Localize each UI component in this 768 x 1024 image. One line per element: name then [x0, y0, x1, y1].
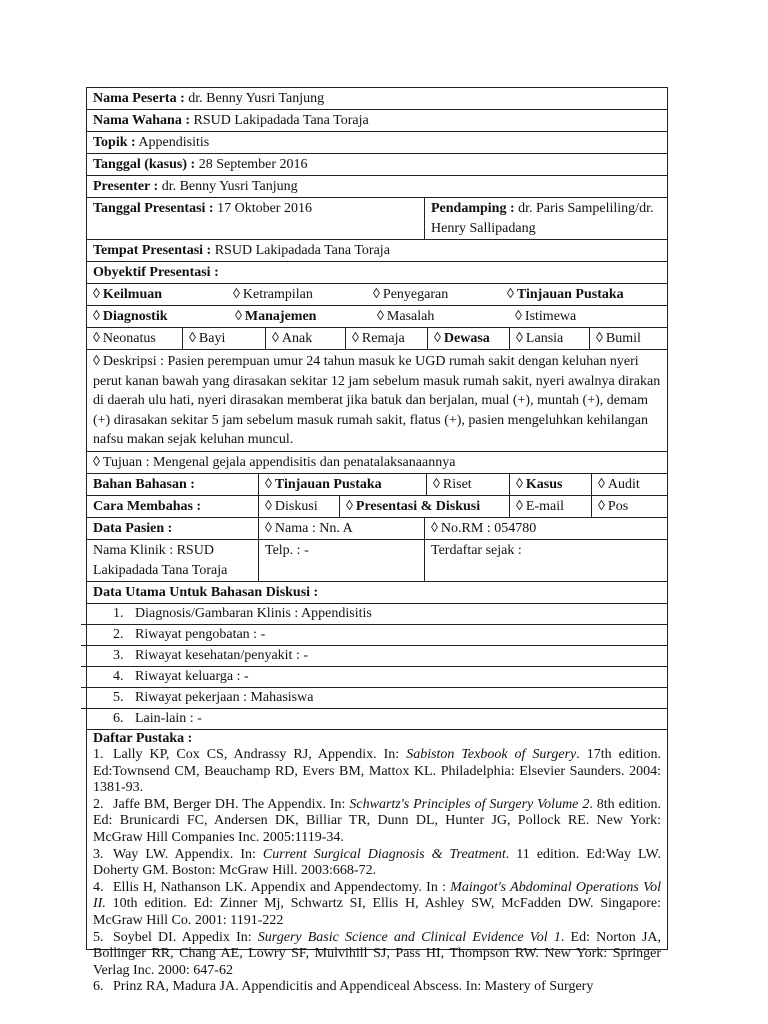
list-item: 3. Riwayat kesehatan/penyakit : -: [81, 646, 667, 667]
option-tinjauan-pustaka: Tinjauan Pustaka: [516, 287, 624, 302]
list-item: 5. Riwayat pekerjaan : Mahasiswa: [81, 688, 667, 709]
diamond-icon: ◊: [93, 287, 100, 302]
row-data-utama-list: [87, 604, 667, 730]
data-utama-label: Data Utama Untuk Bahasan Diskusi :: [93, 584, 319, 600]
pasien-norm: No.RM : 054780: [440, 520, 537, 536]
data-utama-list: [87, 604, 667, 729]
nama-wahana-label: Nama Wahana :: [93, 113, 190, 128]
option-masalah: Masalah: [386, 309, 435, 324]
pasien-klinik: Nama Klinik : RSUD Lakipadada Tana Toraja: [93, 542, 228, 578]
diamond-icon: ◊: [265, 476, 272, 492]
option-remaja: Remaja: [361, 331, 405, 346]
row-cara-membahas: [87, 496, 667, 518]
row-tanggal-kasus: [87, 154, 667, 176]
nama-peserta-value: dr. Benny Yusri Tanjung: [184, 91, 325, 106]
reference-item: 3. Way LW. Appendix. In: Current Surgical Diagnosis & Treatment. 11 edition. Ed:Way LW. Doherty GM. Boston: McGraw Hill. 2003:668-72.: [93, 846, 661, 879]
bahan-riset: Riset: [442, 476, 472, 492]
tanggal-kasus-label: Tanggal (kasus) :: [93, 157, 196, 172]
option-dewasa: Dewasa: [443, 331, 490, 346]
cara-label: Cara Membahas :: [93, 498, 202, 514]
bahan-label: Bahan Bahasan :: [93, 476, 195, 492]
daftar-pustaka: [87, 730, 667, 997]
topik-value: Appendisitis: [135, 135, 210, 150]
diamond-icon: ◊: [433, 476, 440, 492]
reference-item: 6. Prinz RA, Madura JA. Appendicitis and Appendiceal Abscess. In: Mastery of Surgery: [93, 979, 594, 995]
row-tempat-presentasi: [87, 240, 667, 262]
option-manajemen: Manajemen: [244, 309, 317, 324]
row-klinik: [87, 540, 667, 582]
diamond-icon: ◊: [598, 476, 605, 492]
diamond-icon: ◊: [515, 309, 522, 324]
diamond-icon: ◊: [434, 331, 441, 346]
diamond-icon: ◊: [233, 287, 240, 302]
option-ketrampilan: Ketrampilan: [242, 287, 313, 302]
diamond-icon: ◊: [507, 287, 514, 302]
obyektif-label: Obyektif Presentasi :: [93, 265, 219, 280]
diamond-icon: ◊: [516, 498, 523, 514]
row-presenter: [87, 176, 667, 198]
row-obyektif-1: [87, 284, 667, 306]
bahan-kasus: Kasus: [525, 476, 563, 492]
option-keilmuan: Keilmuan: [102, 287, 163, 302]
diamond-icon: ◊: [189, 331, 196, 346]
diamond-icon: ◊: [265, 520, 272, 536]
pasien-telp: Telp. : -: [265, 542, 309, 558]
tempat-label: Tempat Presentasi :: [93, 243, 212, 258]
diamond-icon: ◊: [431, 520, 438, 536]
diamond-icon: ◊: [93, 331, 100, 346]
diamond-icon: ◊: [93, 309, 100, 324]
reference-item: 4. Ellis H, Nathanson LK. Appendix and Appendectomy. In : Maingot's Abdominal Operations Vol II. 10th edition. Ed: Zinner Mj, Schwartz SI, Ellis H, Ashley SW, McFadden DW. Singapore: McGraw Hill Co. 2001: 1191-222: [93, 879, 662, 929]
cara-diskusi: Diskusi: [274, 498, 318, 514]
reference-item: 5. Soybel DI. Appedix In: Surgery Basic Science and Clinical Evidence Vol 1. Ed: Norton JA, Bollinger RR, Chang AE, Lowry SF, Mulvihill SJ, Pass HI, Thompson RW. New York: Springer Verlag Inc. 2000: 647-62: [93, 929, 661, 978]
diamond-icon: ◊: [93, 454, 100, 470]
pendamping-label: Pendamping :: [431, 201, 515, 216]
nama-wahana-value: RSUD Lakipadada Tana Toraja: [189, 113, 369, 128]
row-data-pasien: [87, 518, 667, 540]
diamond-icon: ◊: [598, 498, 605, 514]
deskripsi-text: Deskripsi : Pasien perempuan umur 24 tahun masuk ke UGD rumah sakit dengan keluhan nyeri perut kanan bawah yang dirasakan sekitar 12 jam sebelum masuk rumah sakit, nyeri awalnya dirakan di daerah ulu hati, nyeri dirasakan memberat jika batuk dan berjalan, mual (+), muntah (+), demam (+) dirasakan sekitar 5 jam sebelum masuk rumah sakit, flatus (+), pasien mengeluhkan kehilangan nafsu makan sejak keluhan muncul.: [93, 354, 661, 447]
presenter-value: dr. Benny Yusri Tanjung: [158, 179, 298, 194]
topik-label: Topik :: [93, 135, 136, 150]
row-bahan-bahasan: [87, 474, 667, 496]
option-neonatus: Neonatus: [102, 331, 156, 346]
reference-item: 1. Lally KP, Cox CS, Andrassy RJ, Appendix. In: Sabiston Texbook of Surgery. 17th edition. Ed:Townsend CM, Beauchamp RD, Evers BM, Mattox KL. Philadelphia: Elsevier Saunders. 2004: 1381-93.: [93, 747, 661, 796]
row-deskripsi: [87, 350, 667, 452]
row-obyektif-2: [87, 306, 667, 328]
presenter-label: Presenter :: [93, 179, 159, 194]
pendamping-value: dr. Paris Sampeliling/dr. Henry Sallipadang: [431, 201, 654, 236]
option-penyegaran: Penyegaran: [382, 287, 449, 302]
tempat-value: RSUD Lakipadada Tana Toraja: [211, 243, 390, 258]
row-topik: [87, 132, 667, 154]
option-istimewa: Istimewa: [524, 309, 577, 324]
diamond-icon: ◊: [377, 309, 384, 324]
list-item: 4. Riwayat keluarga : -: [81, 667, 667, 688]
nama-peserta-label: Nama Peserta :: [93, 91, 185, 106]
pustaka-label: Daftar Pustaka :: [93, 730, 193, 746]
row-nama-wahana: [87, 110, 667, 132]
row-tanggal-presentasi: [87, 198, 667, 240]
cara-pos: Pos: [607, 498, 629, 514]
option-bayi: Bayi: [198, 331, 226, 346]
diamond-icon: ◊: [346, 498, 353, 514]
pasien-terdaftar: Terdaftar sejak :: [431, 542, 522, 558]
diamond-icon: ◊: [516, 331, 523, 346]
list-item: 6. Lain-lain : -: [113, 710, 202, 726]
diamond-icon: ◊: [265, 498, 272, 514]
pasien-nama: Nama : Nn. A: [274, 520, 353, 536]
reference-item: 2. Jaffe BM, Berger DH. The Appendix. In: Schwartz's Principles of Surgery Volume 2. 8th edition. Ed: Brunicardi FC, Andersen DK, Billiar TR, Dunn DL, Hunter JG, Pollock RE. New York: McGraw Hill Companies Inc. 2005:1119-34.: [93, 796, 662, 846]
row-nama-peserta: [87, 88, 667, 110]
tanggal-kasus-value: 28 September 2016: [195, 157, 308, 172]
option-bumil: Bumil: [605, 331, 641, 346]
tanggal-presentasi-value: 17 Oktober 2016: [213, 201, 312, 216]
case-report-form: [86, 87, 668, 995]
row-obyektif-label: [87, 262, 667, 284]
bahan-tinjauan-pustaka: Tinjauan Pustaka: [274, 476, 382, 492]
list-item: 2. Riwayat pengobatan : -: [81, 625, 667, 646]
row-data-utama-label: [87, 582, 667, 604]
diamond-icon: ◊: [516, 476, 523, 492]
bahan-audit: Audit: [607, 476, 640, 492]
diamond-icon: ◊: [93, 354, 100, 369]
row-tujuan: [87, 452, 667, 474]
list-item: 1. Diagnosis/Gambaran Klinis : Appendisitis: [81, 604, 667, 625]
tanggal-presentasi-label: Tanggal Presentasi :: [93, 201, 214, 216]
tujuan-text: Tujuan : Mengenal gejala appendisitis dan penatalaksanaannya: [102, 454, 456, 470]
option-diagnostik: Diagnostik: [102, 309, 168, 324]
diamond-icon: ◊: [596, 331, 603, 346]
pasien-label: Data Pasien :: [93, 520, 173, 536]
diamond-icon: ◊: [235, 309, 242, 324]
cara-email: E-mail: [525, 498, 565, 514]
cara-presentasi-diskusi: Presentasi & Diskusi: [355, 498, 481, 514]
option-anak: Anak: [281, 331, 313, 346]
row-obyektif-3: [87, 328, 667, 350]
diamond-icon: ◊: [373, 287, 380, 302]
diamond-icon: ◊: [272, 331, 279, 346]
diamond-icon: ◊: [352, 331, 359, 346]
option-lansia: Lansia: [525, 331, 564, 346]
